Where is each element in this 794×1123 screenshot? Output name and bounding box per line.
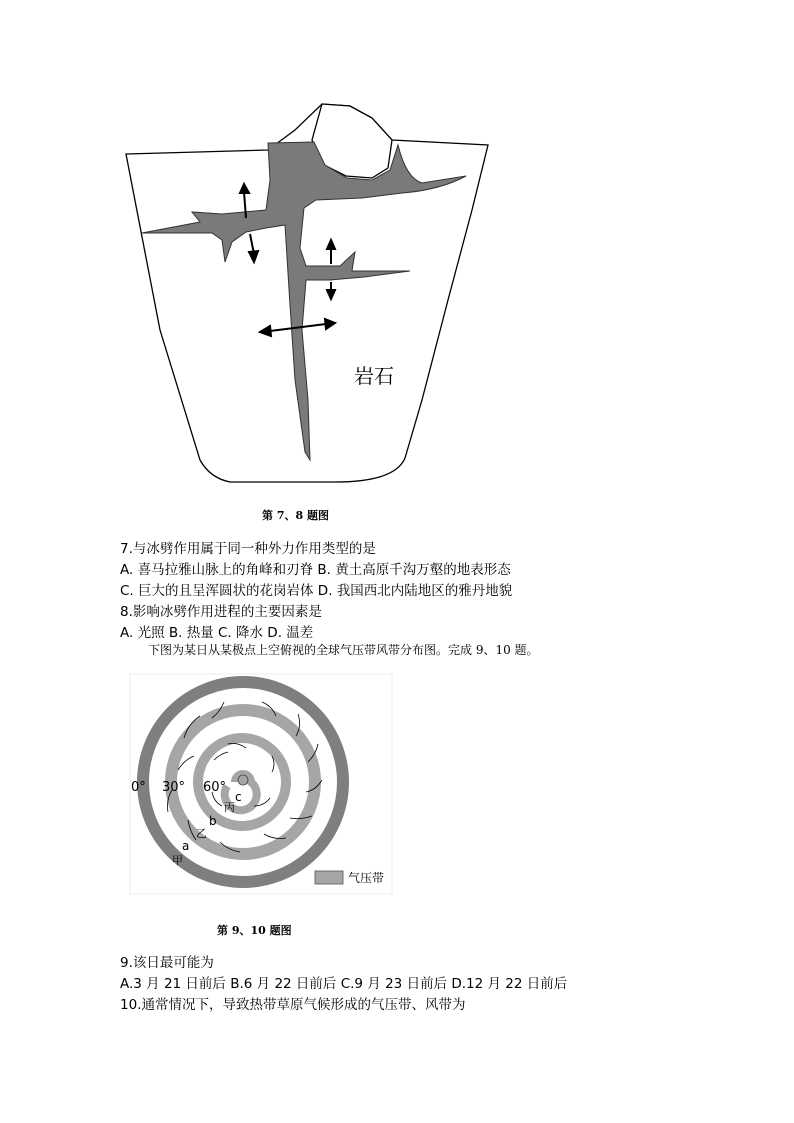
q7-stem: 7.与冰劈作用属于同一种外力作用类型的是 bbox=[120, 541, 376, 557]
latitude-labels bbox=[131, 780, 226, 795]
q8-stem: 8.影响冰劈作用进程的主要因素是 bbox=[120, 604, 322, 620]
figure2-caption: 第 9、10 题图 bbox=[217, 924, 292, 937]
intro-9-10: 下图为某日从某极点上空俯视的全球气压带风带分布图。完成 9、10 题。 bbox=[148, 643, 539, 657]
pressure-belt-figure bbox=[0, 660, 794, 900]
legend bbox=[315, 870, 384, 885]
label-a: a bbox=[182, 839, 190, 853]
label-c: c bbox=[235, 790, 242, 804]
label-yi: 乙 bbox=[196, 827, 207, 840]
pole-point bbox=[238, 775, 248, 785]
label-jia: 甲 bbox=[172, 854, 183, 867]
ice-wedging-figure bbox=[0, 0, 794, 500]
label-bing: 丙 bbox=[224, 801, 235, 814]
lat-0: 0° bbox=[131, 780, 146, 795]
figure1-caption: 第 7、8 题图 bbox=[262, 509, 329, 522]
q7-options-ab: A. 喜马拉雅山脉上的角峰和刃脊 B. 黄土高原千沟万壑的地表形态 bbox=[120, 562, 511, 578]
lat-60: 60° bbox=[203, 780, 227, 795]
q7-options-cd: C. 巨大的且呈浑圆状的花岗岩体 D. 我国西北内陆地区的雅丹地貌 bbox=[120, 583, 513, 599]
legend-swatch bbox=[315, 871, 343, 884]
rock-label: 岩石 bbox=[354, 364, 394, 388]
q9-stem: 9.该日最可能为 bbox=[120, 955, 214, 971]
q9-options: A.3 月 21 日前后 B.6 月 22 日前后 C.9 月 23 日前后 D.12 月 22 日前后 bbox=[120, 976, 568, 992]
q10-stem: 10.通常情况下，导致热带草原气候形成的气压带、风带为 bbox=[120, 997, 466, 1013]
lat-30: 30° bbox=[162, 780, 186, 795]
q8-options: A. 光照 B. 热量 C. 降水 D. 温差 bbox=[120, 625, 314, 641]
legend-label: 气压带 bbox=[348, 871, 385, 885]
label-b: b bbox=[209, 814, 217, 828]
